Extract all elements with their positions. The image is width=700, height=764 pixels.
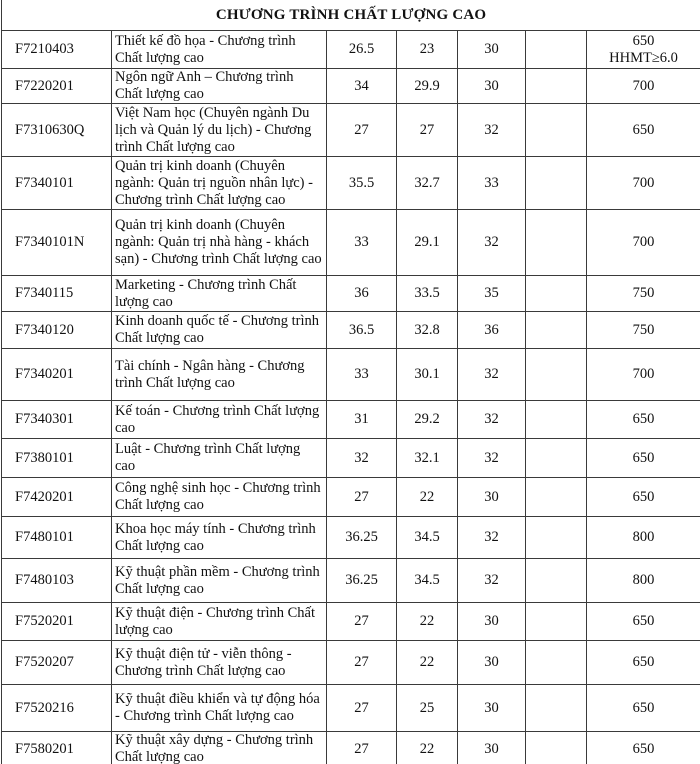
score-cell-2: 22 — [397, 603, 458, 641]
fee-cell — [587, 401, 700, 439]
note-cell — [526, 349, 587, 401]
fee-cell — [587, 312, 700, 349]
fee-value: 650 — [632, 488, 655, 505]
fee-value: 700 — [632, 234, 655, 250]
program-name: Quản trị kinh doanh (Chuyên ngành: Quản trị nguồn nhân lực) - Chương trình Chất lượng cao — [112, 157, 327, 210]
score-cell-2: 34.5 — [397, 517, 458, 559]
score-cell-1: 36.5 — [327, 312, 397, 349]
score-cell-2: 22 — [397, 732, 458, 764]
program-name: Marketing - Chương trình Chất lượng cao — [112, 276, 327, 312]
score-cell-1: 36.25 — [327, 517, 397, 559]
fee-cell — [587, 685, 700, 732]
program-name: Kỹ thuật điều khiển và tự động hóa - Chương trình Chất lượng cao — [112, 685, 327, 732]
table-row — [2, 732, 700, 764]
score-cell-3: 30 — [458, 478, 526, 517]
fee-cell — [587, 157, 700, 210]
note-cell — [526, 559, 587, 603]
program-code: F7520207 — [2, 641, 112, 685]
program-name: Việt Nam học (Chuyên ngành Du lịch và Quản lý du lịch) - Chương trình Chất lượng cao — [112, 104, 327, 157]
score-cell-3: 33 — [458, 157, 526, 210]
program-name: Kỹ thuật điện - Chương trình Chất lượng cao — [112, 603, 327, 641]
score-cell-3: 32 — [458, 349, 526, 401]
program-code: F7220201 — [2, 69, 112, 104]
table-row — [2, 685, 700, 732]
program-name: Kỹ thuật phần mềm - Chương trình Chất lượng cao — [112, 559, 327, 603]
note-cell — [526, 517, 587, 559]
program-code: F7480103 — [2, 559, 112, 603]
fee-cell — [587, 559, 700, 603]
score-cell-3: 30 — [458, 685, 526, 732]
fee-cell — [587, 603, 700, 641]
program-code: F7520216 — [2, 685, 112, 732]
score-cell-3: 32 — [458, 439, 526, 478]
score-cell-2: 22 — [397, 641, 458, 685]
table-row — [2, 401, 700, 439]
score-cell-1: 35.5 — [327, 157, 397, 210]
program-name: Thiết kế đồ họa - Chương trình Chất lượng cao — [112, 31, 327, 69]
table-row — [2, 349, 700, 401]
note-cell — [526, 276, 587, 312]
score-cell-1: 32 — [327, 439, 397, 478]
table-row — [2, 559, 700, 603]
note-cell — [526, 104, 587, 157]
program-code: F7310630Q — [2, 104, 112, 157]
note-cell — [526, 439, 587, 478]
table-row — [2, 210, 700, 276]
note-cell — [526, 685, 587, 732]
table-row — [2, 276, 700, 312]
score-cell-2: 22 — [397, 478, 458, 517]
fee-value: 650 — [632, 613, 655, 629]
score-cell-3: 32 — [458, 401, 526, 439]
fee-value: 800 — [632, 529, 655, 545]
fee-note: HHMT≥6.0 — [609, 49, 678, 66]
fee-value: 650 — [632, 121, 655, 138]
score-cell-1: 33 — [327, 349, 397, 401]
score-cell-1: 31 — [327, 401, 397, 439]
table-row — [2, 478, 700, 517]
score-cell-1: 27 — [327, 104, 397, 157]
table-row — [2, 69, 700, 104]
program-code: F7340120 — [2, 312, 112, 349]
program-name: Kỹ thuật điện tử - viễn thông - Chương trình Chất lượng cao — [112, 641, 327, 685]
table-row — [2, 439, 700, 478]
program-name: Tài chính - Ngân hàng - Chương trình Chất lượng cao — [112, 349, 327, 401]
score-cell-3: 30 — [458, 69, 526, 104]
score-cell-1: 36.25 — [327, 559, 397, 603]
score-cell-3: 30 — [458, 603, 526, 641]
section-title: CHƯƠNG TRÌNH CHẤT LƯỢNG CAO — [2, 0, 700, 31]
section-title-row — [2, 0, 700, 31]
fee-cell — [587, 641, 700, 685]
program-code: F7480101 — [2, 517, 112, 559]
table-body — [2, 0, 700, 764]
score-cell-3: 36 — [458, 312, 526, 349]
fee-cell — [587, 31, 700, 69]
table-row — [2, 641, 700, 685]
fee-value: 650 — [632, 411, 655, 427]
fee-cell — [587, 104, 700, 157]
score-cell-3: 30 — [458, 732, 526, 764]
fee-cell — [587, 210, 700, 276]
score-cell-2: 29.9 — [397, 69, 458, 104]
fee-value: 800 — [632, 572, 655, 588]
fee-cell — [587, 276, 700, 312]
score-cell-3: 30 — [458, 641, 526, 685]
fee-cell — [587, 517, 700, 559]
program-code: F7340201 — [2, 349, 112, 401]
score-cell-1: 26.5 — [327, 31, 397, 69]
score-cell-2: 32.1 — [397, 439, 458, 478]
fee-value: 650 — [632, 32, 655, 49]
programs-table — [1, 0, 700, 764]
score-cell-1: 27 — [327, 732, 397, 764]
program-code: F7420201 — [2, 478, 112, 517]
score-cell-1: 27 — [327, 685, 397, 732]
score-cell-2: 32.7 — [397, 157, 458, 210]
note-cell — [526, 312, 587, 349]
table-row — [2, 104, 700, 157]
score-cell-3: 32 — [458, 559, 526, 603]
program-name: Ngôn ngữ Anh – Chương trình Chất lượng cao — [112, 69, 327, 104]
note-cell — [526, 210, 587, 276]
score-cell-3: 32 — [458, 104, 526, 157]
program-name: Kỹ thuật xây dựng - Chương trình Chất lượng cao — [112, 732, 327, 764]
note-cell — [526, 31, 587, 69]
score-cell-3: 35 — [458, 276, 526, 312]
program-name: Kinh doanh quốc tế - Chương trình Chất lượng cao — [112, 312, 327, 349]
program-code: F7340101N — [2, 210, 112, 276]
program-code: F7210403 — [2, 31, 112, 69]
note-cell — [526, 69, 587, 104]
program-code: F7380101 — [2, 439, 112, 478]
note-cell — [526, 157, 587, 210]
program-name: Kế toán - Chương trình Chất lượng cao — [112, 401, 327, 439]
program-name: Khoa học máy tính - Chương trình Chất lượng cao — [112, 517, 327, 559]
table-row — [2, 31, 700, 69]
score-cell-1: 33 — [327, 210, 397, 276]
fee-value: 650 — [632, 449, 655, 466]
score-cell-2: 29.1 — [397, 210, 458, 276]
score-cell-2: 33.5 — [397, 276, 458, 312]
program-code: F7340115 — [2, 276, 112, 312]
program-code: F7340301 — [2, 401, 112, 439]
fee-cell — [587, 349, 700, 401]
table-row — [2, 517, 700, 559]
fee-value: 700 — [632, 174, 655, 191]
table-row — [2, 603, 700, 641]
fee-value: 650 — [632, 654, 655, 670]
program-code: F7340101 — [2, 157, 112, 210]
note-cell — [526, 641, 587, 685]
table-row — [2, 312, 700, 349]
note-cell — [526, 603, 587, 641]
score-cell-3: 32 — [458, 517, 526, 559]
fee-value: 750 — [632, 321, 655, 338]
fee-value: 650 — [632, 740, 655, 757]
table-row — [2, 157, 700, 210]
score-cell-2: 23 — [397, 31, 458, 69]
score-cell-1: 27 — [327, 641, 397, 685]
fee-cell — [587, 439, 700, 478]
score-cell-2: 34.5 — [397, 559, 458, 603]
score-cell-2: 30.1 — [397, 349, 458, 401]
program-name: Công nghệ sinh học - Chương trình Chất lượng cao — [112, 478, 327, 517]
score-cell-3: 30 — [458, 31, 526, 69]
score-cell-1: 36 — [327, 276, 397, 312]
score-cell-1: 27 — [327, 478, 397, 517]
fee-value: 700 — [632, 77, 655, 94]
score-cell-1: 27 — [327, 603, 397, 641]
score-cell-3: 32 — [458, 210, 526, 276]
score-cell-2: 32.8 — [397, 312, 458, 349]
note-cell — [526, 478, 587, 517]
score-cell-2: 29.2 — [397, 401, 458, 439]
program-code: F7580201 — [2, 732, 112, 764]
fee-value: 750 — [632, 285, 655, 301]
fee-cell — [587, 732, 700, 764]
note-cell — [526, 732, 587, 764]
fee-value: 700 — [632, 366, 655, 382]
score-cell-1: 34 — [327, 69, 397, 104]
note-cell — [526, 401, 587, 439]
fee-cell — [587, 478, 700, 517]
fee-cell — [587, 69, 700, 104]
score-cell-2: 25 — [397, 685, 458, 732]
score-cell-2: 27 — [397, 104, 458, 157]
program-code: F7520201 — [2, 603, 112, 641]
program-name: Quản trị kinh doanh (Chuyên ngành: Quản trị nhà hàng - khách sạn) - Chương trình Chất lượng cao — [112, 210, 327, 276]
program-name: Luật - Chương trình Chất lượng cao — [112, 439, 327, 478]
fee-value: 650 — [632, 699, 655, 716]
